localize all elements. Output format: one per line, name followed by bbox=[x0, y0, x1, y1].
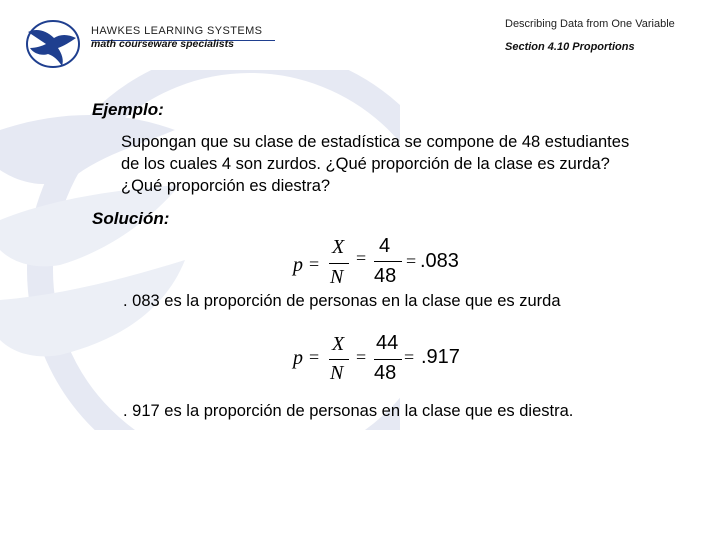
formula-numerator: 4 bbox=[379, 235, 391, 257]
formula-equals: = bbox=[406, 251, 417, 271]
fraction-bar bbox=[329, 263, 349, 264]
fraction-bar bbox=[329, 359, 349, 360]
formula-equals: = bbox=[356, 248, 367, 268]
eagle-logo-icon bbox=[24, 18, 82, 70]
formula-p: p bbox=[293, 254, 303, 276]
solution-heading: Solución: bbox=[92, 209, 170, 228]
formula-x: X bbox=[332, 236, 345, 258]
formula-result: .083 bbox=[420, 250, 459, 272]
fraction-bar bbox=[374, 359, 402, 360]
formula-equals: = bbox=[404, 347, 415, 367]
problem-text: Supongan que su clase de estadística se compone de 48 estudiantes de los cuales 4 son zurdos. ¿Qué proporción de la clase es zurda? ¿Qué proporción es diestra? bbox=[121, 133, 630, 195]
formula-equals: = bbox=[356, 347, 367, 367]
company-tagline: math courseware specialists bbox=[91, 38, 234, 50]
left-handed-explanation: . 083 es la proporción de personas en la clase que es zurda bbox=[123, 292, 561, 310]
formula-denominator: 48 bbox=[374, 362, 397, 384]
proportion-formula-left-handed bbox=[290, 236, 470, 292]
formula-denominator: 48 bbox=[374, 265, 397, 287]
formula-equals: = bbox=[309, 254, 320, 274]
fraction-bar bbox=[374, 261, 402, 262]
example-heading: Ejemplo: bbox=[92, 100, 164, 119]
course-title: Describing Data from One Variable bbox=[505, 18, 675, 30]
formula-n: N bbox=[330, 266, 344, 288]
formula-equals: = bbox=[309, 347, 320, 367]
formula-p: p bbox=[293, 347, 303, 369]
right-handed-explanation: . 917 es la proporción de personas en la clase que es diestra. bbox=[123, 402, 574, 420]
formula-n: N bbox=[330, 362, 344, 384]
proportion-formula-right-handed bbox=[290, 333, 470, 389]
section-title: Section 4.10 Proportions bbox=[505, 41, 635, 53]
formula-x: X bbox=[332, 333, 345, 355]
company-name: HAWKES LEARNING SYSTEMS bbox=[91, 25, 263, 37]
formula-numerator: 44 bbox=[376, 332, 399, 354]
formula-result: .917 bbox=[421, 346, 460, 368]
